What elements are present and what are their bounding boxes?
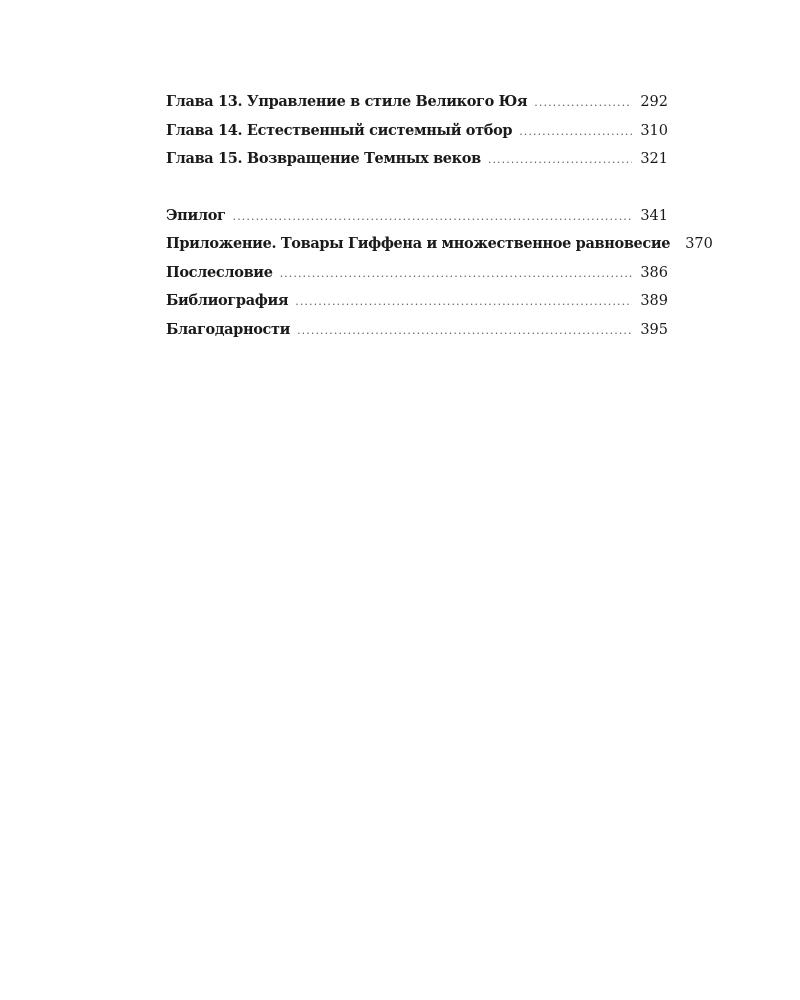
toc-entry-title: Глава 14. Естественный системный отбор xyxy=(166,121,513,139)
toc-entry-title: Послесловие xyxy=(166,263,273,281)
dot-leader xyxy=(519,118,632,147)
toc-entry-page: 310 xyxy=(640,122,668,139)
toc-entry[interactable] xyxy=(166,316,668,345)
dot-leader xyxy=(534,89,632,118)
toc-entry-title: Библиография xyxy=(166,292,289,309)
dot-leader xyxy=(297,317,632,346)
toc-entry-page: 389 xyxy=(640,293,668,309)
toc-entry-page: 321 xyxy=(640,151,668,167)
toc-entry-page: 292 xyxy=(640,94,668,110)
toc-entry[interactable] xyxy=(166,145,668,174)
toc-entry[interactable] xyxy=(166,202,668,231)
toc-entry-title: Глава 13. Управление в стиле Великого Юя xyxy=(166,93,528,110)
dot-leader xyxy=(233,203,633,232)
toc-entry[interactable] xyxy=(166,117,668,146)
toc-entry-page: 341 xyxy=(640,207,668,224)
toc-entry-page: 395 xyxy=(640,321,668,338)
toc-entry-title: Глава 15. Возвращение Темных веков xyxy=(166,150,481,167)
toc-backmatter-group xyxy=(166,202,713,345)
dot-leader xyxy=(488,146,632,175)
dot-leader xyxy=(295,288,632,317)
toc-entry-title: Приложение. Товары Гиффена и множественное равновесие xyxy=(166,235,671,252)
toc-entry-title: Эпилог xyxy=(166,206,226,224)
toc-entry[interactable] xyxy=(166,259,668,288)
toc-entry[interactable] xyxy=(166,88,668,117)
toc-entry[interactable] xyxy=(166,230,713,259)
toc-chapters-group xyxy=(166,88,668,174)
toc-entry-page: 370 xyxy=(685,236,713,252)
toc-entry-page: 386 xyxy=(640,264,668,281)
toc-entry[interactable] xyxy=(166,287,668,316)
table-of-contents xyxy=(166,88,713,344)
toc-entry-title: Благодарности xyxy=(166,320,291,338)
dot-leader xyxy=(280,260,633,289)
